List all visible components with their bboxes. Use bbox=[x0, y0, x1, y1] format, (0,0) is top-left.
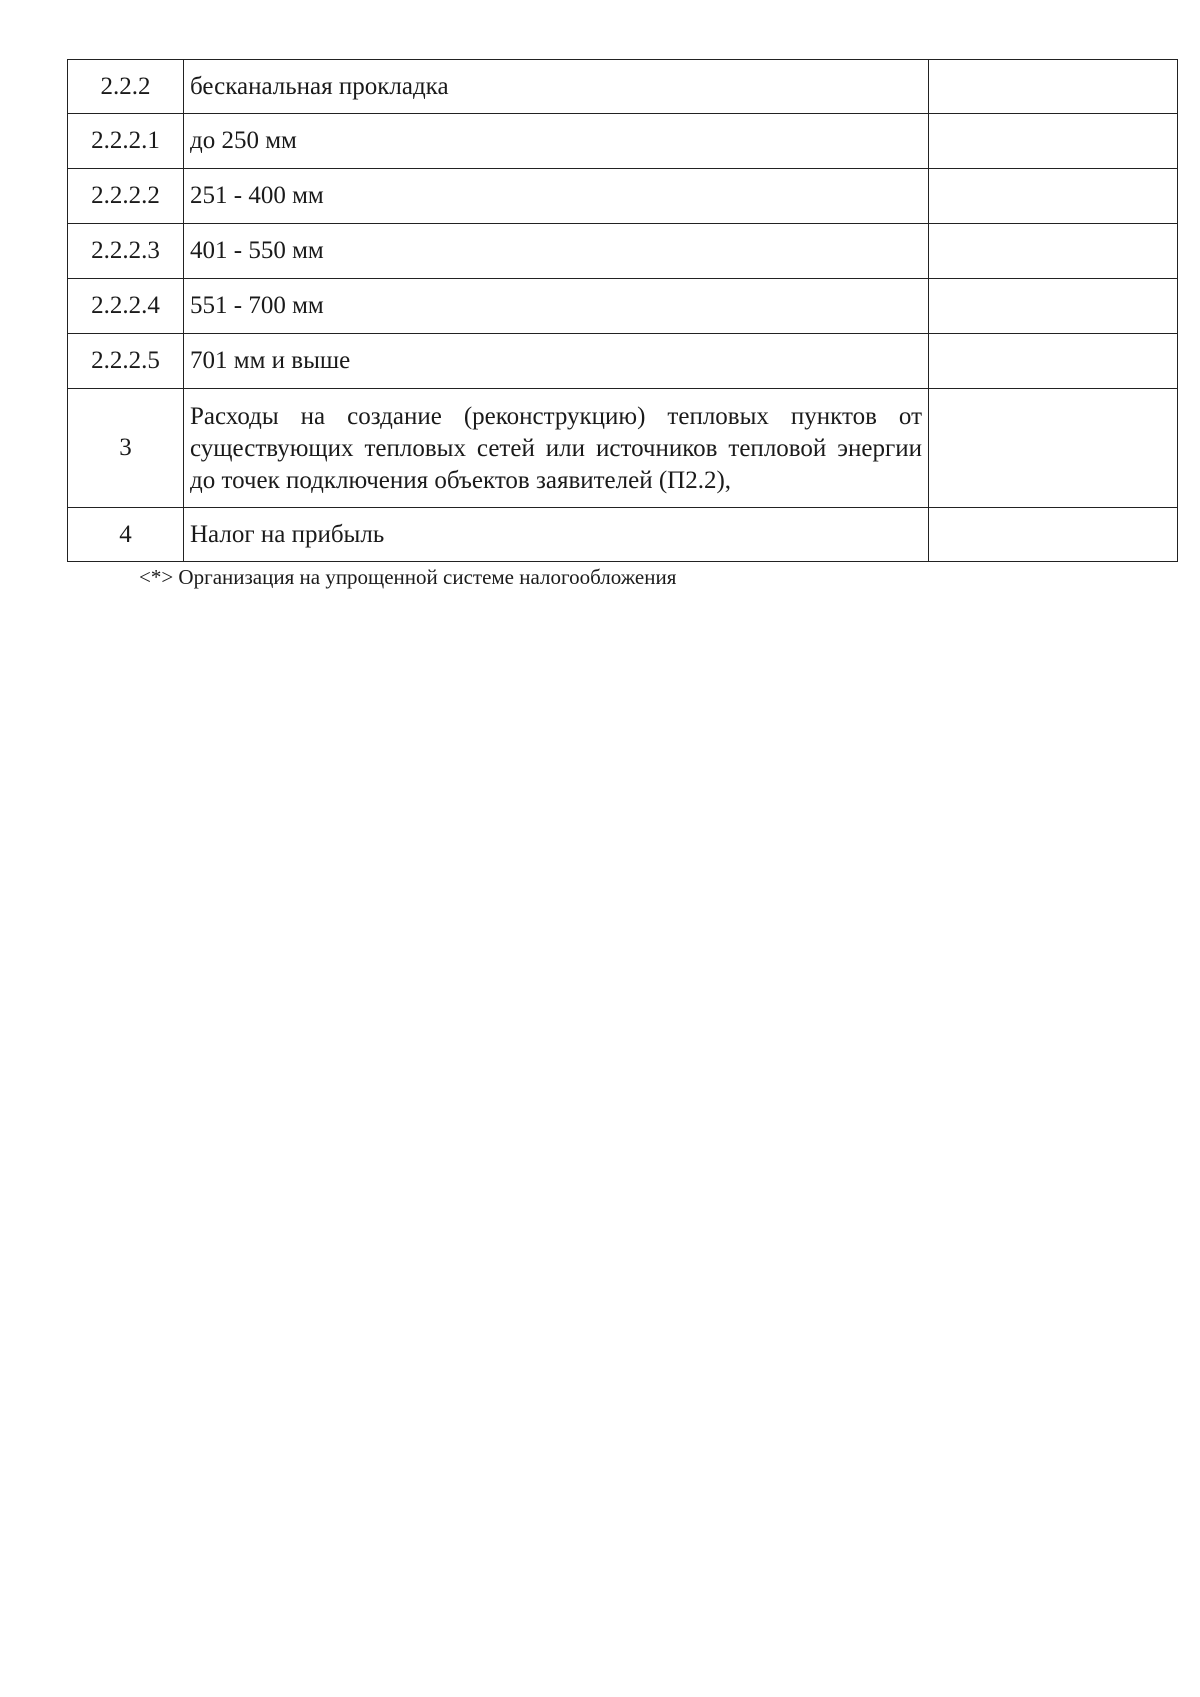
row-description: Расходы на создание (реконструкцию) тепловых пунктов от существующих тепловых сетей или источников тепловой энергии до точек подключения объектов заявителей (П2.2), bbox=[184, 389, 929, 508]
row-value bbox=[929, 169, 1178, 224]
row-value bbox=[929, 279, 1178, 334]
row-description: 401 - 550 мм bbox=[184, 224, 929, 279]
footnote: <*> Организация на упрощенной системе налогообложения bbox=[139, 565, 677, 589]
row-value bbox=[929, 60, 1178, 114]
table-row bbox=[68, 389, 1178, 508]
table-row bbox=[68, 334, 1178, 389]
row-value bbox=[929, 508, 1178, 562]
row-description: 701 мм и выше bbox=[184, 334, 929, 389]
table-row bbox=[68, 224, 1178, 279]
row-number: 2.2.2.2 bbox=[68, 169, 184, 224]
row-number: 3 bbox=[68, 389, 184, 508]
table-row bbox=[68, 114, 1178, 169]
row-number: 2.2.2.3 bbox=[68, 224, 184, 279]
row-value bbox=[929, 389, 1178, 508]
row-number: 2.2.2.4 bbox=[68, 279, 184, 334]
row-description: бесканальная прокладка bbox=[184, 60, 929, 114]
table-row bbox=[68, 508, 1178, 562]
table-row bbox=[68, 279, 1178, 334]
table-row bbox=[68, 60, 1178, 114]
row-value bbox=[929, 224, 1178, 279]
row-description: 251 - 400 мм bbox=[184, 169, 929, 224]
table-row bbox=[68, 169, 1178, 224]
cost-table bbox=[67, 59, 1178, 562]
row-description: до 250 мм bbox=[184, 114, 929, 169]
row-number: 2.2.2 bbox=[68, 60, 184, 114]
row-value bbox=[929, 114, 1178, 169]
row-number: 4 bbox=[68, 508, 184, 562]
row-value bbox=[929, 334, 1178, 389]
row-number: 2.2.2.1 bbox=[68, 114, 184, 169]
row-number: 2.2.2.5 bbox=[68, 334, 184, 389]
row-description: 551 - 700 мм bbox=[184, 279, 929, 334]
row-description: Налог на прибыль bbox=[184, 508, 929, 562]
